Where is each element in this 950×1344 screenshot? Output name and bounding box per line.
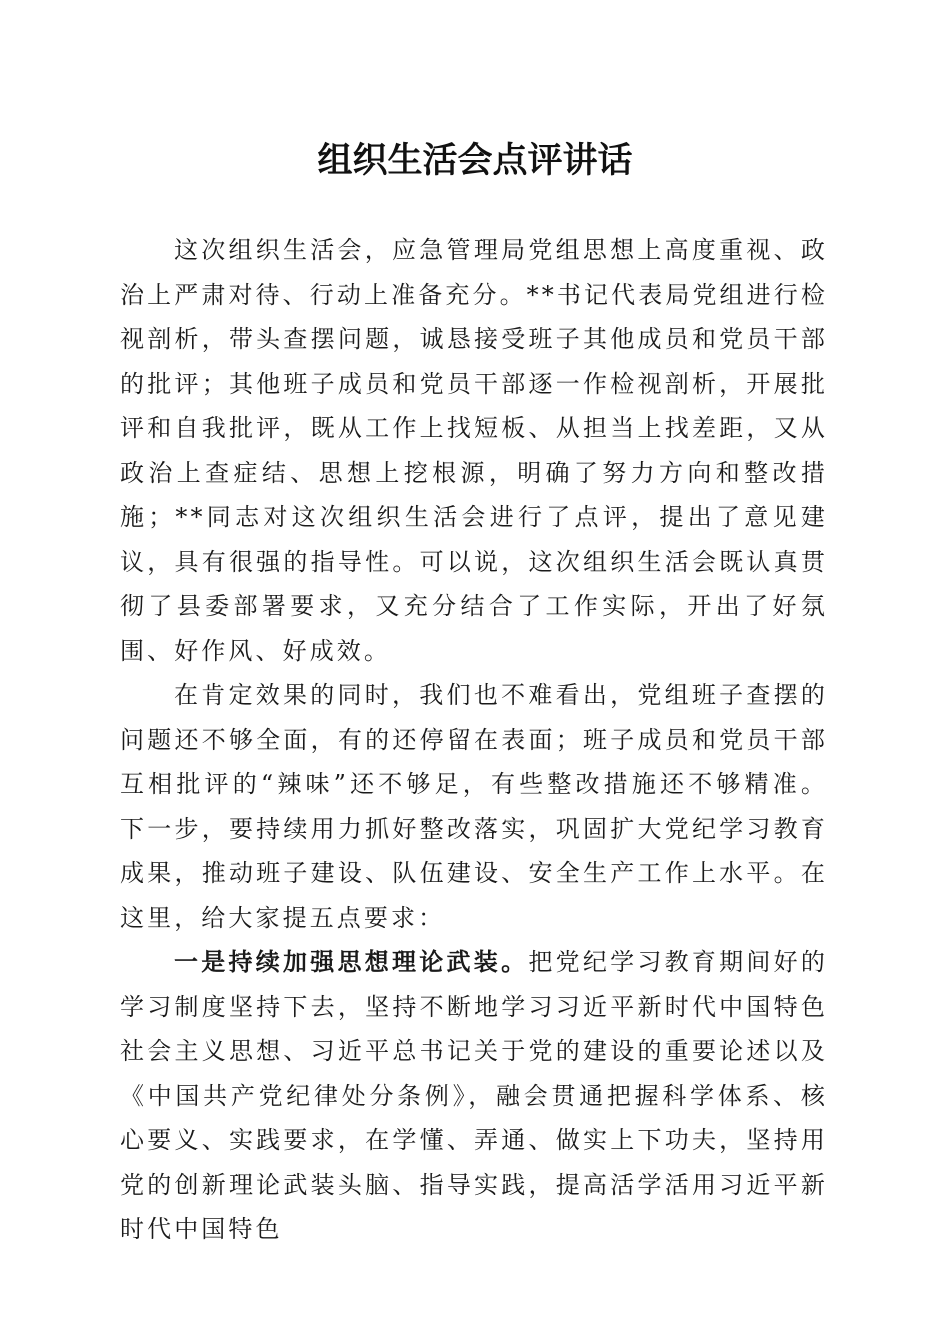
- paragraph-1: [120, 228, 828, 673]
- paragraph-3-text: 把党纪学习教育期间好的学习制度坚持下去，坚持不断地学习习近平新时代中国特色社会主义思想、习近平总书记关于党的建设的重要论述以及《中国共产党纪律处分条例》，融会贯通把握科学体系、核心要义、实践要求，在学懂、弄通、做实上下功夫，坚持用党的创新理论武装头脑、指导实践，提高活学活用习近平新时代中国特色: [120, 948, 828, 1243]
- document-body: [120, 228, 828, 1252]
- paragraph-3: [120, 940, 828, 1252]
- paragraph-2: [120, 673, 828, 940]
- paragraph-2-text: 在肯定效果的同时，我们也不难看出，党组班子查摆的问题还不够全面，有的还停留在表面；班子成员和党员干部互相批评的“辣味”还不够足，有些整改措施还不够精准。下一步，要持续用力抓好整改落实，巩固扩大党纪学习教育成果，推动班子建设、队伍建设、安全生产工作上水平。在这里，给大家提五点要求：: [120, 681, 828, 932]
- paragraph-1-text: 这次组织生活会，应急管理局党组思想上高度重视、政治上严肃对待、行动上准备充分。**书记代表局党组进行检视剖析，带头查摆问题，诚恳接受班子其他成员和党员干部的批评；其他班子成员和党员干部逐一作检视剖析，开展批评和自我批评，既从工作上找短板、从担当上找差距，又从政治上查症结、思想上挖根源，明确了努力方向和整改措施；**同志对这次组织生活会进行了点评，提出了意见建议，具有很强的指导性。可以说，这次组织生活会既认真贯彻了县委部署要求，又充分结合了工作实际，开出了好氛围、好作风、好成效。: [120, 236, 828, 665]
- document-title: 组织生活会点评讲话: [317, 140, 633, 181]
- paragraph-3-lead: 一是持续加强思想理论武装。: [174, 947, 529, 976]
